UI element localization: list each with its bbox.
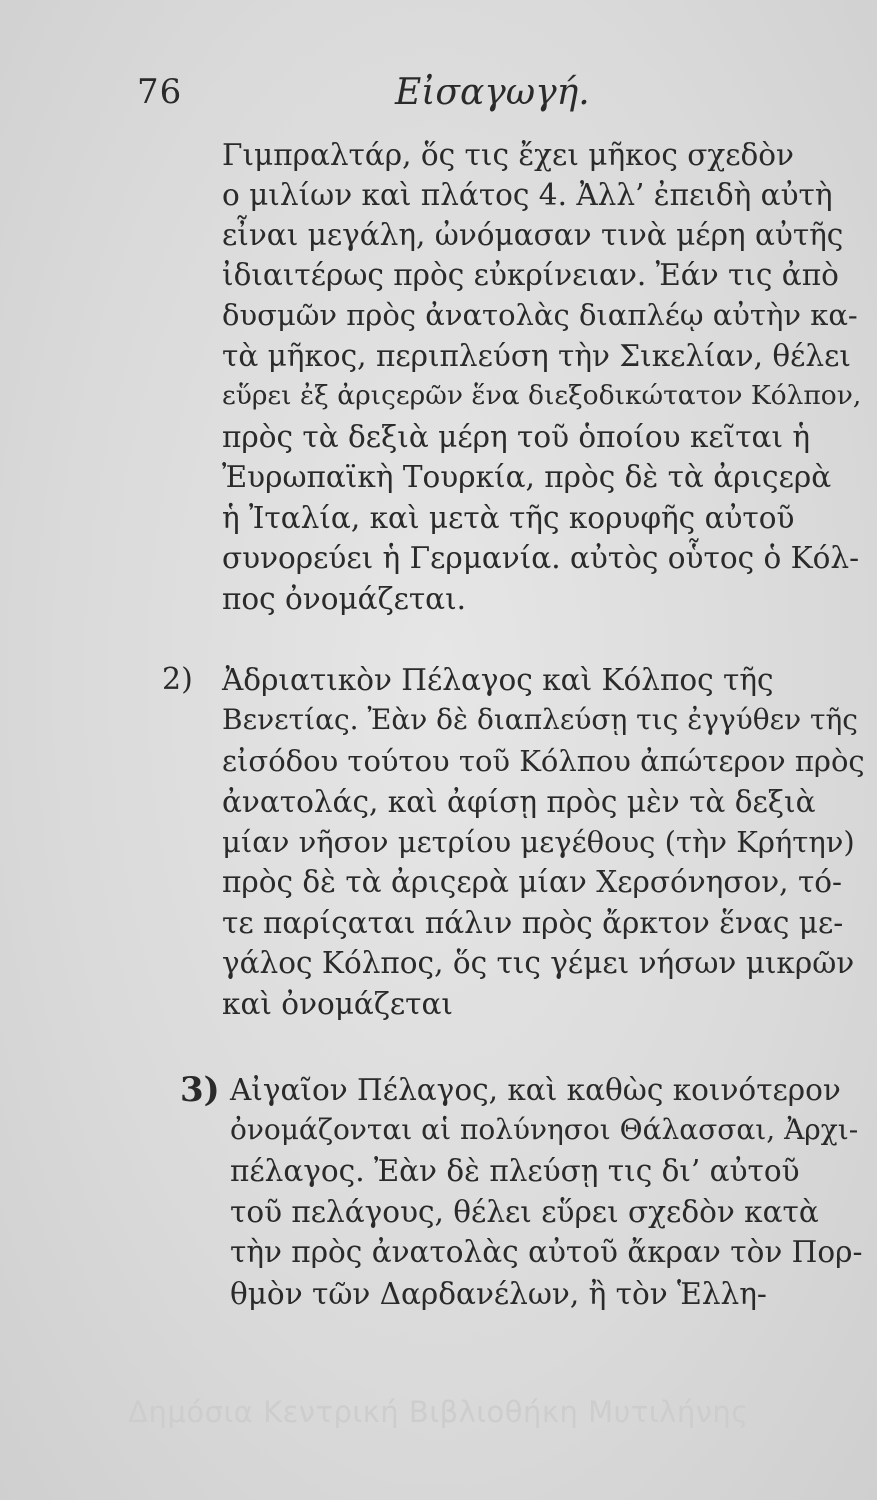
section-marker: 2) — [162, 662, 193, 697]
text-line: πρὸς δὲ τὰ ἀριςερὰ μίαν Χερσόνησον, τό- — [222, 865, 842, 899]
text-line: τοῦ πελάγους, θέλει εὕρει σχεδὸν κατὰ — [230, 1195, 819, 1229]
text-line: πρὸς τὰ δεξιὰ μέρη τοῦ ὁποίου κεῖται ἡ — [222, 420, 811, 454]
text-line: συνορεύει ἡ Γερμανία. αὐτὸς οὗτος ὁ Κόλ- — [222, 541, 860, 575]
text-line: πέλαγος. Ἐὰν δὲ πλεύσῃ τις δι’ αὐτοῦ — [230, 1154, 800, 1188]
text-line: θμὸν τῶν Δαρδανέλων, ἢ τὸν Ἑλλη- — [230, 1277, 767, 1311]
text-line: Ἐυρωπαϊκὴ Τουρκία, πρὸς δὲ τὰ ἀριςερὰ — [222, 460, 832, 494]
text-line: ἡ Ἰταλία, καὶ μετὰ τῆς κορυφῆς αὐτοῦ — [222, 501, 795, 535]
section-marker: 3) — [180, 1070, 220, 1110]
text-line: μίαν νῆσον μετρίου μεγέθους (τὴν Κρήτην) — [222, 825, 855, 859]
page-header — [0, 72, 877, 112]
running-title: Εἰσαγωγή. — [395, 72, 590, 113]
text-line: εἰσόδου τούτου τοῦ Κόλπου ἀπώτερον πρὸς — [222, 744, 865, 778]
text-line: καὶ ὀνομάζεται — [222, 987, 453, 1021]
text-line: εἶναι μεγάλη, ὠνόμασαν τινὰ μέρη αὐτῆς — [222, 218, 844, 252]
text-line: εὕρει ἐξ ἀριςερῶν ἕνα διεξοδικώτατον Κόλπον, — [222, 380, 862, 411]
text-line: Βενετίας. Ἐὰν δὲ διαπλεύσῃ τις ἐγγύθεν τῆς — [222, 703, 858, 736]
text-line: τε παρίςαται πάλιν πρὸς ἄρκτον ἕνας με- — [222, 906, 844, 940]
page-number: 76 — [137, 72, 183, 112]
text-line: ὀνομάζονται αἱ πολύνησοι Θάλασσαι, Ἀρχι- — [230, 1113, 859, 1146]
text-line: τὴν πρὸς ἀνατολὰς αὐτοῦ ἄκραν τὸν Πορ- — [230, 1235, 863, 1269]
library-watermark: Δημόσια Κεντρική Βιβλιοθήκη Μυτιλήνης — [128, 1395, 749, 1429]
text-line: τὰ μῆκος, περιπλεύση τὴν Σικελίαν, θέλει — [222, 339, 851, 373]
text-line: Ἀδριατικὸν Πέλαγος καὶ Κόλπος τῆς — [222, 663, 774, 697]
text-line: πος ὀνομάζεται. — [222, 582, 467, 616]
text-line: Γιμπραλτάρ, ὅς τις ἔχει μῆκος σχεδὸν — [222, 138, 794, 172]
text-line: ο μιλίων καὶ πλάτος 4. Ἀλλ’ ἐπειδὴ αὐτὴ — [222, 178, 833, 212]
text-line: δυσμῶν πρὸς ἀνατολὰς διαπλέῳ αὐτὴν κα- — [222, 298, 858, 332]
text-line: ἀνατολάς, καὶ ἀφίσῃ πρὸς μὲν τὰ δεξιὰ — [222, 785, 816, 819]
text-line: ἰδιαιτέρως πρὸς εὐκρίνειαν. Ἐάν τις ἀπὸ — [222, 258, 839, 292]
text-line: Αἰγαῖον Πέλαγος, καὶ καθὼς κοινότερον — [230, 1073, 841, 1107]
text-line: γάλος Κόλπος, ὅς τις γέμει νήσων μικρῶν — [222, 946, 855, 980]
